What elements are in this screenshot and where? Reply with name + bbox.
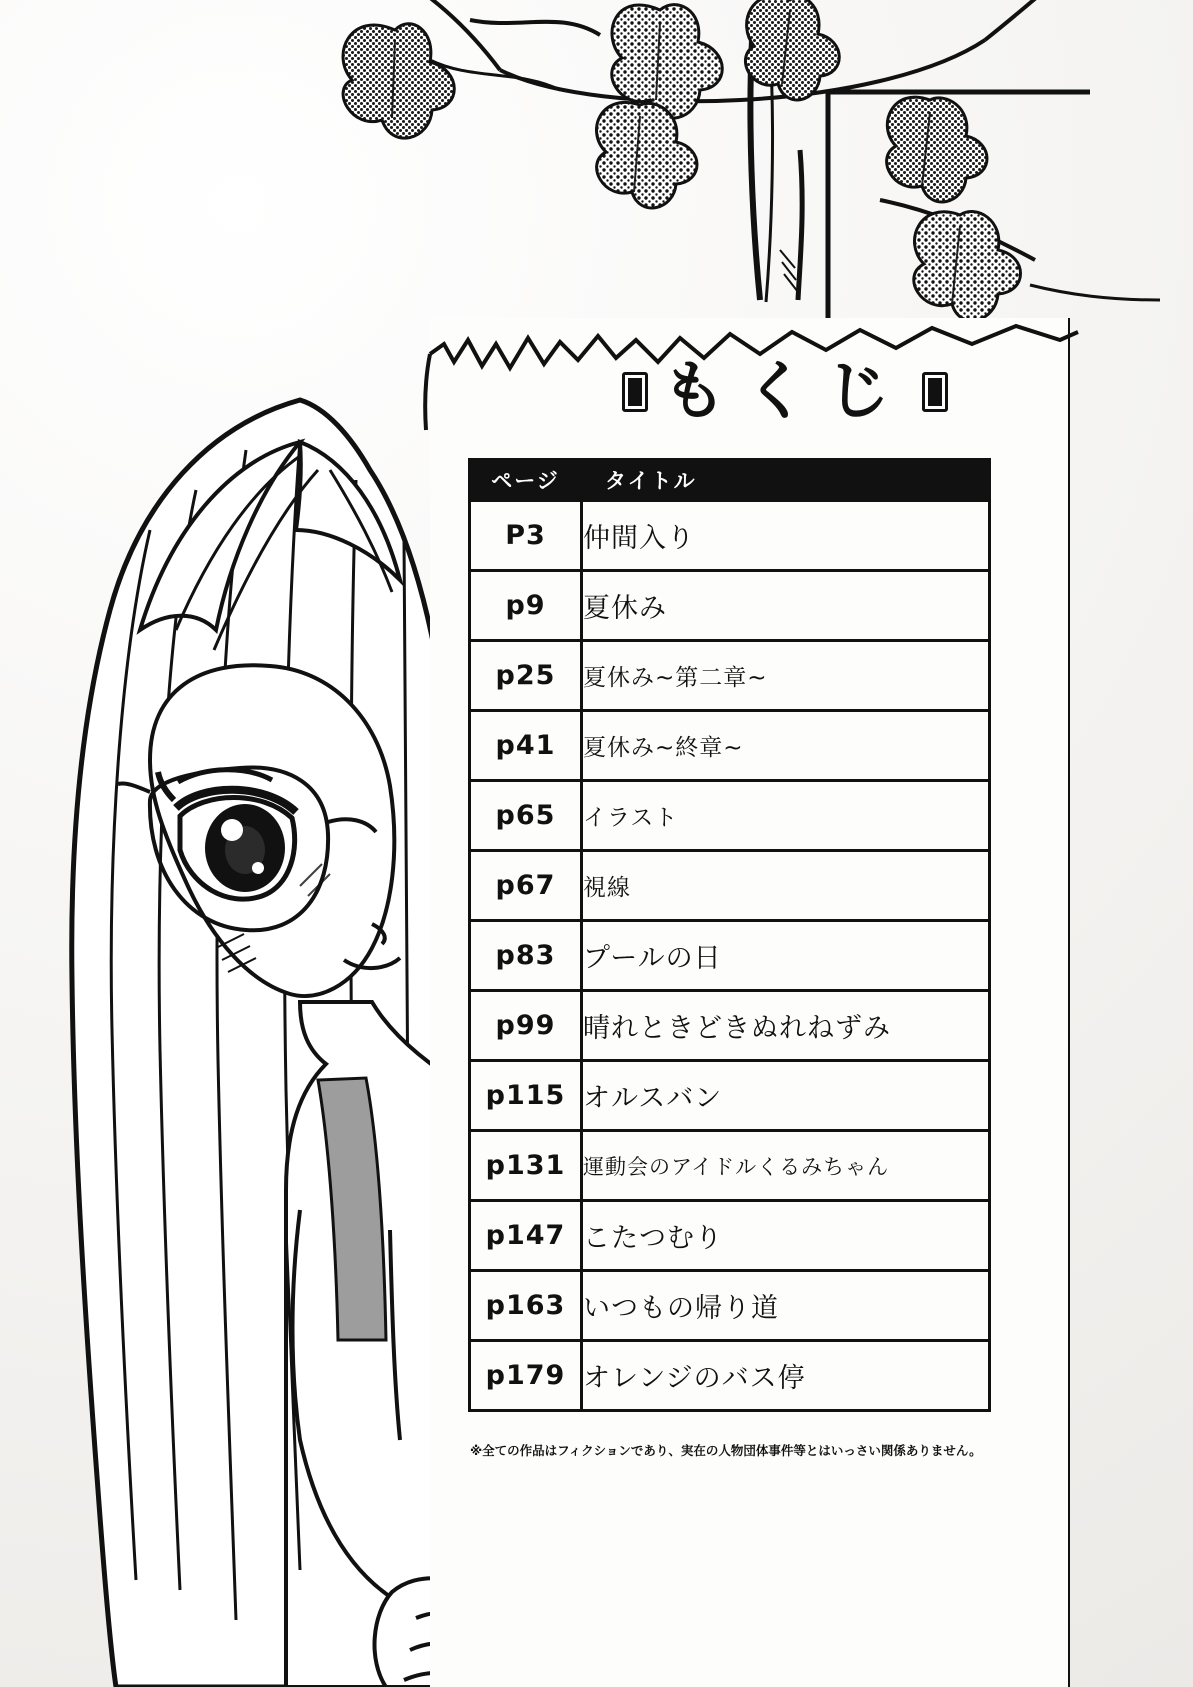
ivy-vine-decoration xyxy=(0,0,1193,340)
row-title: オレンジのバス停 xyxy=(582,1341,990,1411)
row-page: p131 xyxy=(470,1131,582,1201)
row-page: p179 xyxy=(470,1341,582,1411)
row-page: p9 xyxy=(470,571,582,641)
table-row xyxy=(470,1131,990,1201)
page-title: もくじ xyxy=(662,355,908,429)
row-title: 夏休み~第二章~ xyxy=(582,641,990,711)
row-page: p67 xyxy=(470,851,582,921)
toc-table-header xyxy=(470,460,990,501)
table-row xyxy=(470,1201,990,1271)
row-page: p83 xyxy=(470,921,582,991)
table-row xyxy=(470,1341,990,1411)
column-header-page-label: ページ xyxy=(491,469,560,493)
row-title: 仲間入り xyxy=(582,501,990,571)
table-row xyxy=(470,991,990,1061)
table-row xyxy=(470,781,990,851)
row-title: 夏休み xyxy=(582,571,990,641)
square-decor-left-icon xyxy=(622,372,648,412)
row-title: 運動会のアイドルくるみちゃん xyxy=(582,1131,990,1201)
table-row xyxy=(470,851,990,921)
row-page: p115 xyxy=(470,1061,582,1131)
row-page: p65 xyxy=(470,781,582,851)
column-header-title-label: タイトル xyxy=(605,469,697,493)
table-row xyxy=(470,641,990,711)
table-row xyxy=(470,571,990,641)
toc-table xyxy=(468,458,991,1412)
row-title: こたつむり xyxy=(582,1201,990,1271)
row-page: p147 xyxy=(470,1201,582,1271)
square-decor-right-icon xyxy=(922,372,948,412)
table-row xyxy=(470,1271,990,1341)
disclaimer-text: ※全ての作品はフィクションであり、実在の人物団体事件等とはいっさい関係ありません。 xyxy=(470,1443,982,1458)
table-row xyxy=(470,921,990,991)
row-title: 夏休み~終章~ xyxy=(582,711,990,781)
row-page: p41 xyxy=(470,711,582,781)
row-page: p25 xyxy=(470,641,582,711)
page-title-block xyxy=(550,346,1020,438)
row-page: P3 xyxy=(470,501,582,571)
row-title: 晴れときどきぬれねずみ xyxy=(582,991,990,1061)
column-header-title xyxy=(582,460,990,501)
row-title: いつもの帰り道 xyxy=(582,1271,990,1341)
row-title: オルスバン xyxy=(582,1061,990,1131)
column-header-page xyxy=(470,460,582,501)
table-row xyxy=(470,1061,990,1131)
table-header-row xyxy=(470,460,990,501)
toc-table-body xyxy=(470,501,990,1411)
row-title: 視線 xyxy=(582,851,990,921)
row-title: プールの日 xyxy=(582,921,990,991)
table-row xyxy=(470,501,990,571)
contents-sheet xyxy=(430,318,1070,1687)
row-page: p99 xyxy=(470,991,582,1061)
table-row xyxy=(470,711,990,781)
table-of-contents xyxy=(468,458,988,1412)
row-title: イラスト xyxy=(582,781,990,851)
row-page: p163 xyxy=(470,1271,582,1341)
